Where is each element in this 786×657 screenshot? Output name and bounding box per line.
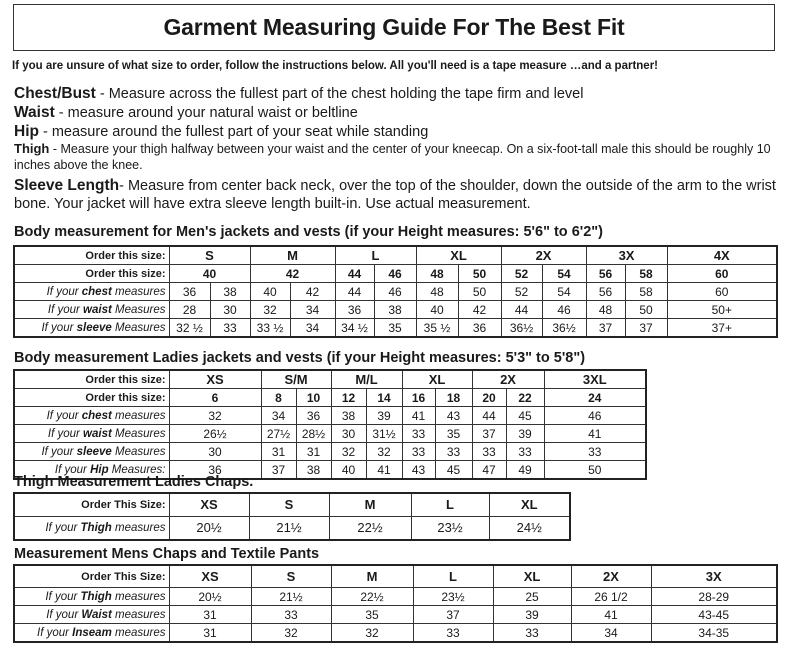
value-cell: 33: [402, 443, 435, 461]
value-cell: 27½: [261, 425, 296, 443]
value-cell: 46: [544, 407, 646, 425]
order-label: Order This Size:: [14, 493, 169, 517]
row-label: If your Waist measures: [14, 606, 169, 624]
page-title: Garment Measuring Guide For The Best Fit: [13, 4, 775, 51]
instruction-sleeve: Sleeve Length- Measure from center back neck, over the top of the shoulder, down the outside of the arm to the wrist bone. Your jacket will have extra sleeve length built-in. Use actual measurement.: [14, 177, 776, 212]
value-cell: 36½: [542, 319, 586, 338]
size-cell: 3X: [651, 565, 777, 588]
order-label: Order this size:: [14, 370, 169, 389]
table-row: [14, 389, 646, 407]
value-cell: 21½: [251, 588, 331, 606]
value-cell: 50: [458, 283, 501, 301]
size-cell: S: [169, 246, 250, 265]
instruction-waist: Waist - measure around your natural waist or beltline: [14, 104, 358, 121]
value-cell: 36: [335, 301, 374, 319]
order-label: Order this size:: [14, 265, 169, 283]
size-number-cell: 24: [544, 389, 646, 407]
value-cell: 33: [544, 443, 646, 461]
size-number-cell: 8: [261, 389, 296, 407]
size-number-cell: 46: [374, 265, 416, 283]
size-cell: S: [249, 493, 329, 517]
table-row: [14, 370, 646, 389]
value-cell: 31½: [366, 425, 402, 443]
ladies-jackets-heading: Body measurement Ladies jackets and vests (if your Height measures: 5'3" to 5'8"): [14, 350, 586, 366]
instruction-thigh: Thigh - Measure your thigh halfway between your waist and the center of your kneecap. On a six-foot-tall male this should be roughly 10 inches above the knee.: [14, 141, 771, 172]
size-number-cell: 56: [586, 265, 625, 283]
value-cell: 58: [625, 283, 667, 301]
table-row: [14, 319, 777, 338]
size-number-cell: 60: [667, 265, 777, 283]
order-label: Order this size:: [14, 389, 169, 407]
table-row: [14, 493, 570, 517]
value-cell: 34: [571, 624, 651, 643]
size-cell: 3X: [586, 246, 667, 265]
value-cell: 35: [374, 319, 416, 338]
value-cell: 41: [544, 425, 646, 443]
value-cell: 36: [296, 407, 331, 425]
instruction-hip: Hip - measure around the fullest part of your seat while standing: [14, 123, 429, 140]
table-row: [14, 588, 777, 606]
value-cell: 28: [169, 301, 210, 319]
instruction-chest: Chest/Bust - Measure across the fullest part of the chest holding the tape firm and level: [14, 85, 584, 102]
value-cell: 39: [366, 407, 402, 425]
row-label: If your Inseam measures: [14, 624, 169, 643]
row-label: If your chest measures: [14, 283, 169, 301]
value-cell: 32: [251, 624, 331, 643]
value-cell: 50+: [667, 301, 777, 319]
value-cell: 33: [472, 443, 506, 461]
value-cell: 39: [506, 425, 544, 443]
value-cell: 33: [493, 624, 571, 643]
size-number-cell: 50: [458, 265, 501, 283]
value-cell: 22½: [331, 588, 413, 606]
size-number-cell: 58: [625, 265, 667, 283]
value-cell: 30: [210, 301, 250, 319]
value-cell: 36: [458, 319, 501, 338]
size-cell: XL: [489, 493, 570, 517]
size-number-cell: 12: [331, 389, 366, 407]
value-cell: 31: [169, 606, 251, 624]
value-cell: 33: [402, 425, 435, 443]
mens-chaps-heading: Measurement Mens Chaps and Textile Pants: [14, 546, 320, 562]
value-cell: 32: [169, 407, 261, 425]
size-number-cell: 6: [169, 389, 261, 407]
value-cell: 44: [501, 301, 542, 319]
size-cell: 3XL: [544, 370, 646, 389]
value-cell: 20½: [169, 517, 249, 541]
value-cell: 36: [169, 283, 210, 301]
table-row: [14, 407, 646, 425]
row-label: If your Hip Measures:: [14, 461, 169, 480]
table-row: [14, 443, 646, 461]
order-label: Order this size:: [14, 246, 169, 265]
value-cell: 34: [290, 319, 335, 338]
value-cell: 47: [472, 461, 506, 480]
size-cell: XL: [402, 370, 472, 389]
value-cell: 21½: [249, 517, 329, 541]
table-row: [14, 283, 777, 301]
value-cell: 26½: [169, 425, 261, 443]
value-cell: 37: [413, 606, 493, 624]
value-cell: 31: [296, 443, 331, 461]
size-number-cell: 52: [501, 265, 542, 283]
row-label: If your sleeve Measures: [14, 443, 169, 461]
value-cell: 45: [435, 461, 472, 480]
value-cell: 22½: [329, 517, 411, 541]
size-cell: 2X: [501, 246, 586, 265]
size-number-cell: 16: [402, 389, 435, 407]
size-cell: 4X: [667, 246, 777, 265]
value-cell: 49: [506, 461, 544, 480]
size-cell: L: [335, 246, 416, 265]
value-cell: 39: [493, 606, 571, 624]
value-cell: 52: [501, 283, 542, 301]
value-cell: 60: [667, 283, 777, 301]
size-number-cell: 40: [169, 265, 250, 283]
value-cell: 42: [290, 283, 335, 301]
value-cell: 38: [374, 301, 416, 319]
value-cell: 48: [416, 283, 458, 301]
value-cell: 37+: [667, 319, 777, 338]
value-cell: 50: [544, 461, 646, 480]
size-cell: M/L: [331, 370, 402, 389]
size-cell: XL: [493, 565, 571, 588]
ladies-jackets-table: [13, 369, 647, 480]
value-cell: 34-35: [651, 624, 777, 643]
row-label: If your waist Measures: [14, 425, 169, 443]
table-row: [14, 565, 777, 588]
value-cell: 32: [366, 443, 402, 461]
value-cell: 36½: [501, 319, 542, 338]
value-cell: 20½: [169, 588, 251, 606]
size-cell: L: [413, 565, 493, 588]
value-cell: 31: [261, 443, 296, 461]
size-cell: XS: [169, 493, 249, 517]
value-cell: 38: [296, 461, 331, 480]
value-cell: 38: [331, 407, 366, 425]
size-cell: XL: [416, 246, 501, 265]
value-cell: 46: [374, 283, 416, 301]
value-cell: 30: [169, 443, 261, 461]
value-cell: 35 ½: [416, 319, 458, 338]
row-label: If your Thigh measures: [14, 588, 169, 606]
value-cell: 33: [251, 606, 331, 624]
value-cell: 48: [586, 301, 625, 319]
size-number-cell: 18: [435, 389, 472, 407]
size-number-cell: 22: [506, 389, 544, 407]
size-cell: L: [411, 493, 489, 517]
value-cell: 44: [335, 283, 374, 301]
value-cell: 44: [472, 407, 506, 425]
ladies-chaps-table: [13, 492, 571, 541]
value-cell: 23½: [413, 588, 493, 606]
value-cell: 40: [250, 283, 290, 301]
size-cell: M: [250, 246, 335, 265]
value-cell: 34: [261, 407, 296, 425]
value-cell: 45: [506, 407, 544, 425]
mens-jackets-heading: Body measurement for Men's jackets and vests (if your Height measures: 5'6" to 6'2"): [14, 224, 603, 240]
order-label: Order This Size:: [14, 565, 169, 588]
value-cell: 33: [413, 624, 493, 643]
size-cell: S: [251, 565, 331, 588]
value-cell: 32 ½: [169, 319, 210, 338]
value-cell: 41: [402, 407, 435, 425]
value-cell: 41: [571, 606, 651, 624]
table-row: [14, 265, 777, 283]
size-number-cell: 54: [542, 265, 586, 283]
value-cell: 37: [261, 461, 296, 480]
table-row: [14, 517, 570, 541]
size-cell: M: [331, 565, 413, 588]
value-cell: 37: [625, 319, 667, 338]
value-cell: 42: [458, 301, 501, 319]
value-cell: 36: [169, 461, 261, 480]
table-row: [14, 624, 777, 643]
value-cell: 33: [210, 319, 250, 338]
value-cell: 33: [435, 443, 472, 461]
size-cell: 2X: [571, 565, 651, 588]
mens-chaps-table: [13, 564, 778, 643]
value-cell: 32: [331, 624, 413, 643]
value-cell: 38: [210, 283, 250, 301]
value-cell: 46: [542, 301, 586, 319]
row-label: If your sleeve Measures: [14, 319, 169, 338]
table-row: [14, 301, 777, 319]
ladies-chaps-heading: Thigh Measurement Ladies Chaps.: [14, 474, 254, 490]
value-cell: 40: [331, 461, 366, 480]
value-cell: 40: [416, 301, 458, 319]
value-cell: 41: [366, 461, 402, 480]
size-number-cell: 48: [416, 265, 458, 283]
intro-text: If you are unsure of what size to order, follow the instructions below. All you'll need is a tape measure …and a partner!: [12, 60, 659, 72]
table-row: [14, 246, 777, 265]
value-cell: 50: [625, 301, 667, 319]
size-cell: XS: [169, 370, 261, 389]
value-cell: 37: [586, 319, 625, 338]
size-number-cell: 14: [366, 389, 402, 407]
size-number-cell: 10: [296, 389, 331, 407]
value-cell: 43-45: [651, 606, 777, 624]
size-cell: M: [329, 493, 411, 517]
value-cell: 26 1/2: [571, 588, 651, 606]
value-cell: 33 ½: [250, 319, 290, 338]
value-cell: 34 ½: [335, 319, 374, 338]
value-cell: 31: [169, 624, 251, 643]
value-cell: 32: [250, 301, 290, 319]
value-cell: 32: [331, 443, 366, 461]
value-cell: 54: [542, 283, 586, 301]
value-cell: 56: [586, 283, 625, 301]
value-cell: 33: [506, 443, 544, 461]
value-cell: 35: [435, 425, 472, 443]
table-row: [14, 606, 777, 624]
value-cell: 43: [435, 407, 472, 425]
value-cell: 37: [472, 425, 506, 443]
mens-jackets-table: [13, 245, 778, 338]
row-label: If your Thigh measures: [14, 517, 169, 541]
value-cell: 28½: [296, 425, 331, 443]
value-cell: 23½: [411, 517, 489, 541]
size-number-cell: 44: [335, 265, 374, 283]
size-cell: XS: [169, 565, 251, 588]
row-label: If your waist Measures: [14, 301, 169, 319]
size-number-cell: 42: [250, 265, 335, 283]
value-cell: 28-29: [651, 588, 777, 606]
value-cell: 30: [331, 425, 366, 443]
table-row: [14, 425, 646, 443]
size-cell: S/M: [261, 370, 331, 389]
value-cell: 25: [493, 588, 571, 606]
value-cell: 43: [402, 461, 435, 480]
value-cell: 34: [290, 301, 335, 319]
value-cell: 35: [331, 606, 413, 624]
size-cell: 2X: [472, 370, 544, 389]
row-label: If your chest measures: [14, 407, 169, 425]
size-number-cell: 20: [472, 389, 506, 407]
value-cell: 24½: [489, 517, 570, 541]
